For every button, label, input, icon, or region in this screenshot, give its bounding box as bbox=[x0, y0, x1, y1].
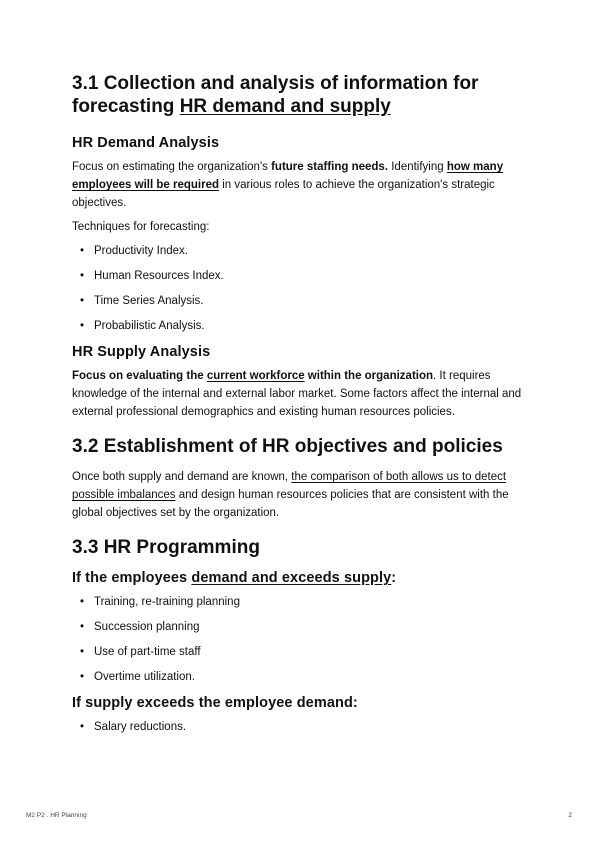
hr-supply-paragraph: Focus on evaluating the current workforce within the organization. It requires knowledge of the internal and external labor market. Some factors affect the internal and external professional demographics and existing human resources policies. bbox=[72, 370, 522, 418]
list-item: • Productivity Index. bbox=[80, 245, 188, 257]
supply-exceeds-heading: If supply exceeds the employee demand: bbox=[72, 695, 358, 711]
section-3-3-title: 3.3 HR Programming bbox=[72, 537, 260, 558]
footer-page-number: 2 bbox=[568, 812, 572, 819]
techniques-list bbox=[72, 242, 528, 335]
document-page bbox=[72, 72, 528, 744]
list-item: • Training, re-training planning bbox=[80, 596, 240, 608]
title-underlined: HR demand and supply bbox=[179, 96, 391, 117]
list-item: • Human Resources Index. bbox=[80, 270, 224, 282]
demand-exceeds-heading: If the employees demand and exceeds supply: bbox=[72, 570, 397, 586]
title-line-1: 3.1 Collection and analysis of information for bbox=[72, 73, 479, 94]
current-workforce: current workforce bbox=[206, 370, 305, 382]
section-3-2-title: 3.2 Establishment of HR objectives and policies bbox=[72, 436, 503, 457]
footer-document-label: M2 P2 . HR Planning bbox=[26, 812, 87, 819]
list-item: • Succession planning bbox=[80, 621, 200, 633]
list-item: • Probabilistic Analysis. bbox=[80, 320, 205, 332]
hr-demand-paragraph: Focus on estimating the organization's future staffing needs. Identifying how many employees will be required in various roles to achieve the organization's strategic objectives. bbox=[72, 161, 504, 209]
list-item: • Salary reductions. bbox=[80, 721, 187, 733]
section-3-1-title bbox=[72, 72, 528, 118]
comparison-underlined: the comparison of both allows us to detect possible imbalances bbox=[72, 471, 507, 501]
list-item: • Overtime utilization. bbox=[80, 671, 195, 683]
demand-exceeds-list bbox=[72, 593, 528, 686]
supply-exceeds-list bbox=[72, 718, 528, 736]
future-staffing-needs: future staffing needs. bbox=[271, 161, 389, 173]
list-item: • Time Series Analysis. bbox=[80, 295, 204, 307]
hr-supply-heading: HR Supply Analysis bbox=[72, 344, 211, 360]
title-line-2: forecasting bbox=[72, 96, 180, 117]
techniques-label: Techniques for forecasting: bbox=[72, 221, 210, 233]
section-3-2-paragraph: Once both supply and demand are known, the comparison of both allows us to detect possible imbalances and design human resources policies that are consistent with the global objectives set by the organization. bbox=[72, 471, 509, 519]
list-item: • Use of part-time staff bbox=[80, 646, 201, 658]
how-many-employees: how many employees will be required bbox=[72, 161, 504, 191]
hr-demand-heading: HR Demand Analysis bbox=[72, 135, 220, 151]
